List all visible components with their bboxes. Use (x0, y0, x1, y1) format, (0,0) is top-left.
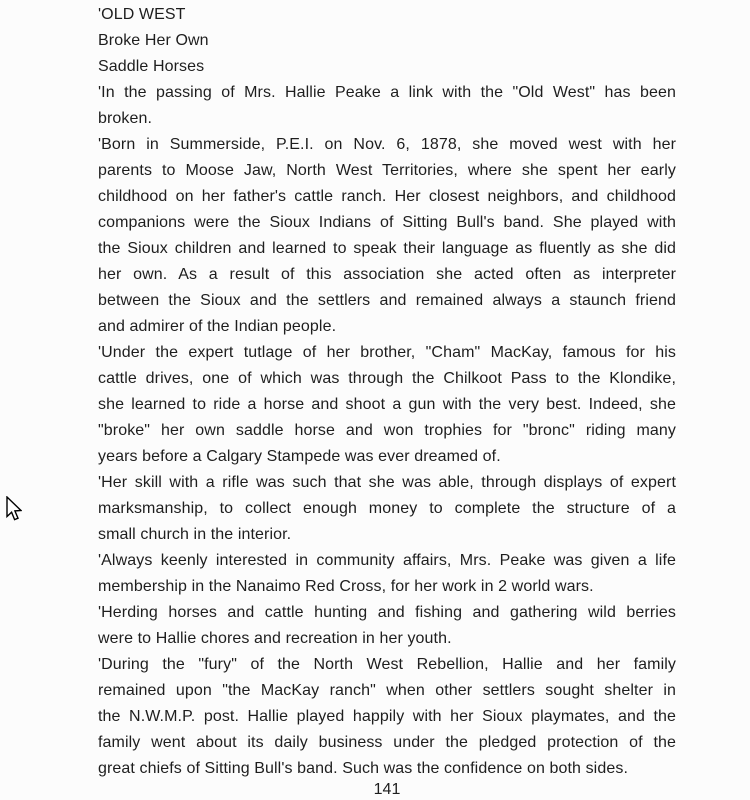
text-line: great chiefs of Sitting Bull's band. Such was the confidence on both sides. (98, 760, 628, 777)
text-line: the Sioux children and learned to speak their language as fluently as she did (98, 240, 676, 257)
text-line: 'Under the expert tutlage of her brother, "Cham" MacKay, famous for his (98, 344, 676, 361)
text-line: she learned to ride a horse and shoot a gun with the very best. Indeed, she (98, 396, 676, 413)
text-line: family went about its daily business under the pledged protection of the (98, 734, 676, 751)
text-line: broken. (98, 110, 153, 127)
text-line: 'Her skill with a rifle was such that she was able, through displays of expert (98, 474, 676, 491)
text-line: 'Always keenly interested in community affairs, Mrs. Peake was given a life (98, 552, 676, 569)
text-line: 'In the passing of Mrs. Hallie Peake a link with the "Old West" has been (98, 84, 676, 101)
text-line: remained upon "the MacKay ranch" when other settlers sought shelter in (98, 682, 676, 699)
page-number: 141 (373, 781, 401, 798)
text-line: small church in the interior. (98, 526, 292, 543)
text-line: 'OLD WEST (98, 6, 186, 23)
text-line: parents to Moose Jaw, North West Territories, where she spent her early (98, 162, 676, 179)
text-line: were to Hallie chores and recreation in her youth. (98, 630, 452, 647)
text-line: companions were the Sioux Indians of Sitting Bull's band. She played with (98, 214, 676, 231)
mouse-cursor-icon (5, 496, 22, 523)
text-line: childhood on her father's cattle ranch. Her closest neighbors, and childhood (98, 188, 676, 205)
text-line: "broke" her own saddle horse and won trophies for "bronc" riding many (98, 422, 676, 439)
text-line: the N.W.M.P. post. Hallie played happily with her Sioux playmates, and the (98, 708, 676, 725)
text-column (98, 2, 676, 782)
text-line: and admirer of the Indian people. (98, 318, 337, 335)
text-line: her own. As a result of this association she acted often as interpreter (98, 266, 676, 283)
text-line: 'Herding horses and cattle hunting and fishing and gathering wild berries (98, 604, 676, 621)
text-line: 'Born in Summerside, P.E.I. on Nov. 6, 1878, she moved west with her (98, 136, 676, 153)
text-line: between the Sioux and the settlers and remained always a staunch friend (98, 292, 676, 309)
text-line: years before a Calgary Stampede was ever dreamed of. (98, 448, 501, 465)
text-line: Broke Her Own (98, 32, 209, 49)
text-line: 'During the "fury" of the North West Rebellion, Hallie and her family (98, 656, 676, 673)
text-line: Saddle Horses (98, 58, 205, 75)
text-line: cattle drives, one of which was through the Chilkoot Pass to the Klondike, (98, 370, 676, 387)
text-line: marksmanship, to collect enough money to complete the structure of a (98, 500, 676, 517)
text-line: membership in the Nanaimo Red Cross, for her work in 2 world wars. (98, 578, 594, 595)
